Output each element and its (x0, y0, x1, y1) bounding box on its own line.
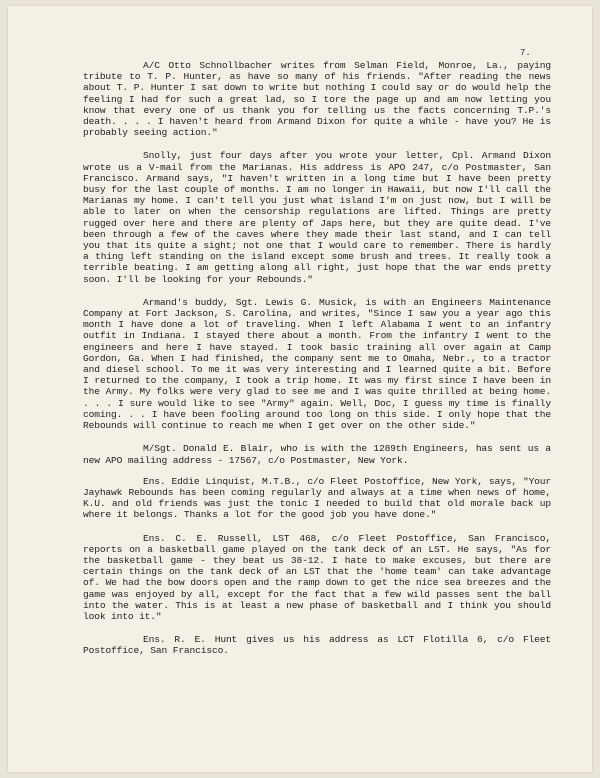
paragraph-schnollbacher: A/C Otto Schnollbacher writes from Selman Field, Monroe, La., paying tribute to T. P. Hunter, as have so many of his friends. "After reading the news about T. P. Hunter I sat down to write but nothing I could say or do would help the feeling I had for such a great lad, so I tore the page up and am now letting you know that every one of us thank you for telling us the facts concerning T.P.'s death. . . . I haven't heard from Armand Dixon for quite a while - have you? He is probably seeing action." (83, 60, 557, 139)
page-number: 7. (520, 48, 531, 58)
paragraph-dixon: Snolly, just four days after you wrote your letter, Cpl. Armand Dixon wrote us a V-mail from the Marianas. His address is APO 247, c/o Postmaster, San Francisco. Armand says, "I haven't written in a long time but I have been pretty busy for the last couple of months. I am no longer in Hawaii, but now I'll call the Marianas my home. I can't tell you just what island I'm on just now, but I will be able to later on when the censorship regulations are lifted. Things are pretty rugged over here and there are plenty of Japs here, but they are quite dead. I've been through a few of the caves where they made their last stand, and I can tell you that its quite a sight; not one that I would care to remember. There is hardly a thing left standing on the island except some brush and trees. It really took a terrible beating. I am getting along all right, just hope that the war ends pretty soon. I'll be looking for your Rebounds." (83, 150, 557, 285)
paragraph-hunt: Ens. R. E. Hunt gives us his address as LCT Flotilla 6, c/o Fleet Postoffice, San Francisco. (83, 634, 557, 657)
letter-body (83, 60, 557, 669)
letter-page (8, 6, 592, 772)
paragraph-linquist: Ens. Eddie Linquist, M.T.B., c/o Fleet Postoffice, New York, says, "Your Jayhawk Rebounds has been coming regularly and always at a time when news of home, K.U. and old friends was just the tonic I needed to build that old morale back up where it belongs. Thanks a lot for the good job you have done." (83, 475, 557, 521)
paragraph-blair: M/Sgt. Donald E. Blair, who is with the 1289th Engineers, has sent us a new APO mailing address - 17567, c/o Postmaster, New York. (83, 443, 557, 466)
paragraph-musick: Armand's buddy, Sgt. Lewis G. Musick, is with an Engineers Maintenance Company at Fort Jackson, S. Carolina, and writes, "Since I saw you a year ago this month I have done a lot of traveling. When I left Alabama I went to an infantry outfit in Indiana. I stayed there about a month. From the infantry I went to the engineers and here I have stayed. I took basic training all over again at Camp Gordon, Ga. When I had finished, the company sent me to Omaha, Nebr., to a tractor and diesel school. To me it was very interesting and I learned quite a bit. Before I returned to the company, I took a trip home. It was my first since I have been in the Army. My folks were very glad to see me and I was quite thrilled at being home. . . . I sure would like to see "Army" again. Well, Doc, I guess my time is finally coming. . . I have been fooling around too long on this side. I only hope that the Rebounds will continue to reach me when I get over on the other side." (83, 296, 557, 432)
paragraph-russell: Ens. C. E. Russell, LST 468, c/o Fleet Postoffice, San Francisco, reports on a basketball game played on the tank deck of an LST. He says, "As for the basketball game - they beat us 38-12. I hate to make excuses, but there are certain things on the tank deck of an LST that the 'home team' can take advantage of. We had the bow doors open and the ramp down to get the nice sea breezes and the game was enjoyed by all, except for the fact that a few wild passes sent the ball into the water. This is at least a new phase of basketball and I think you should look into it." (83, 532, 557, 622)
